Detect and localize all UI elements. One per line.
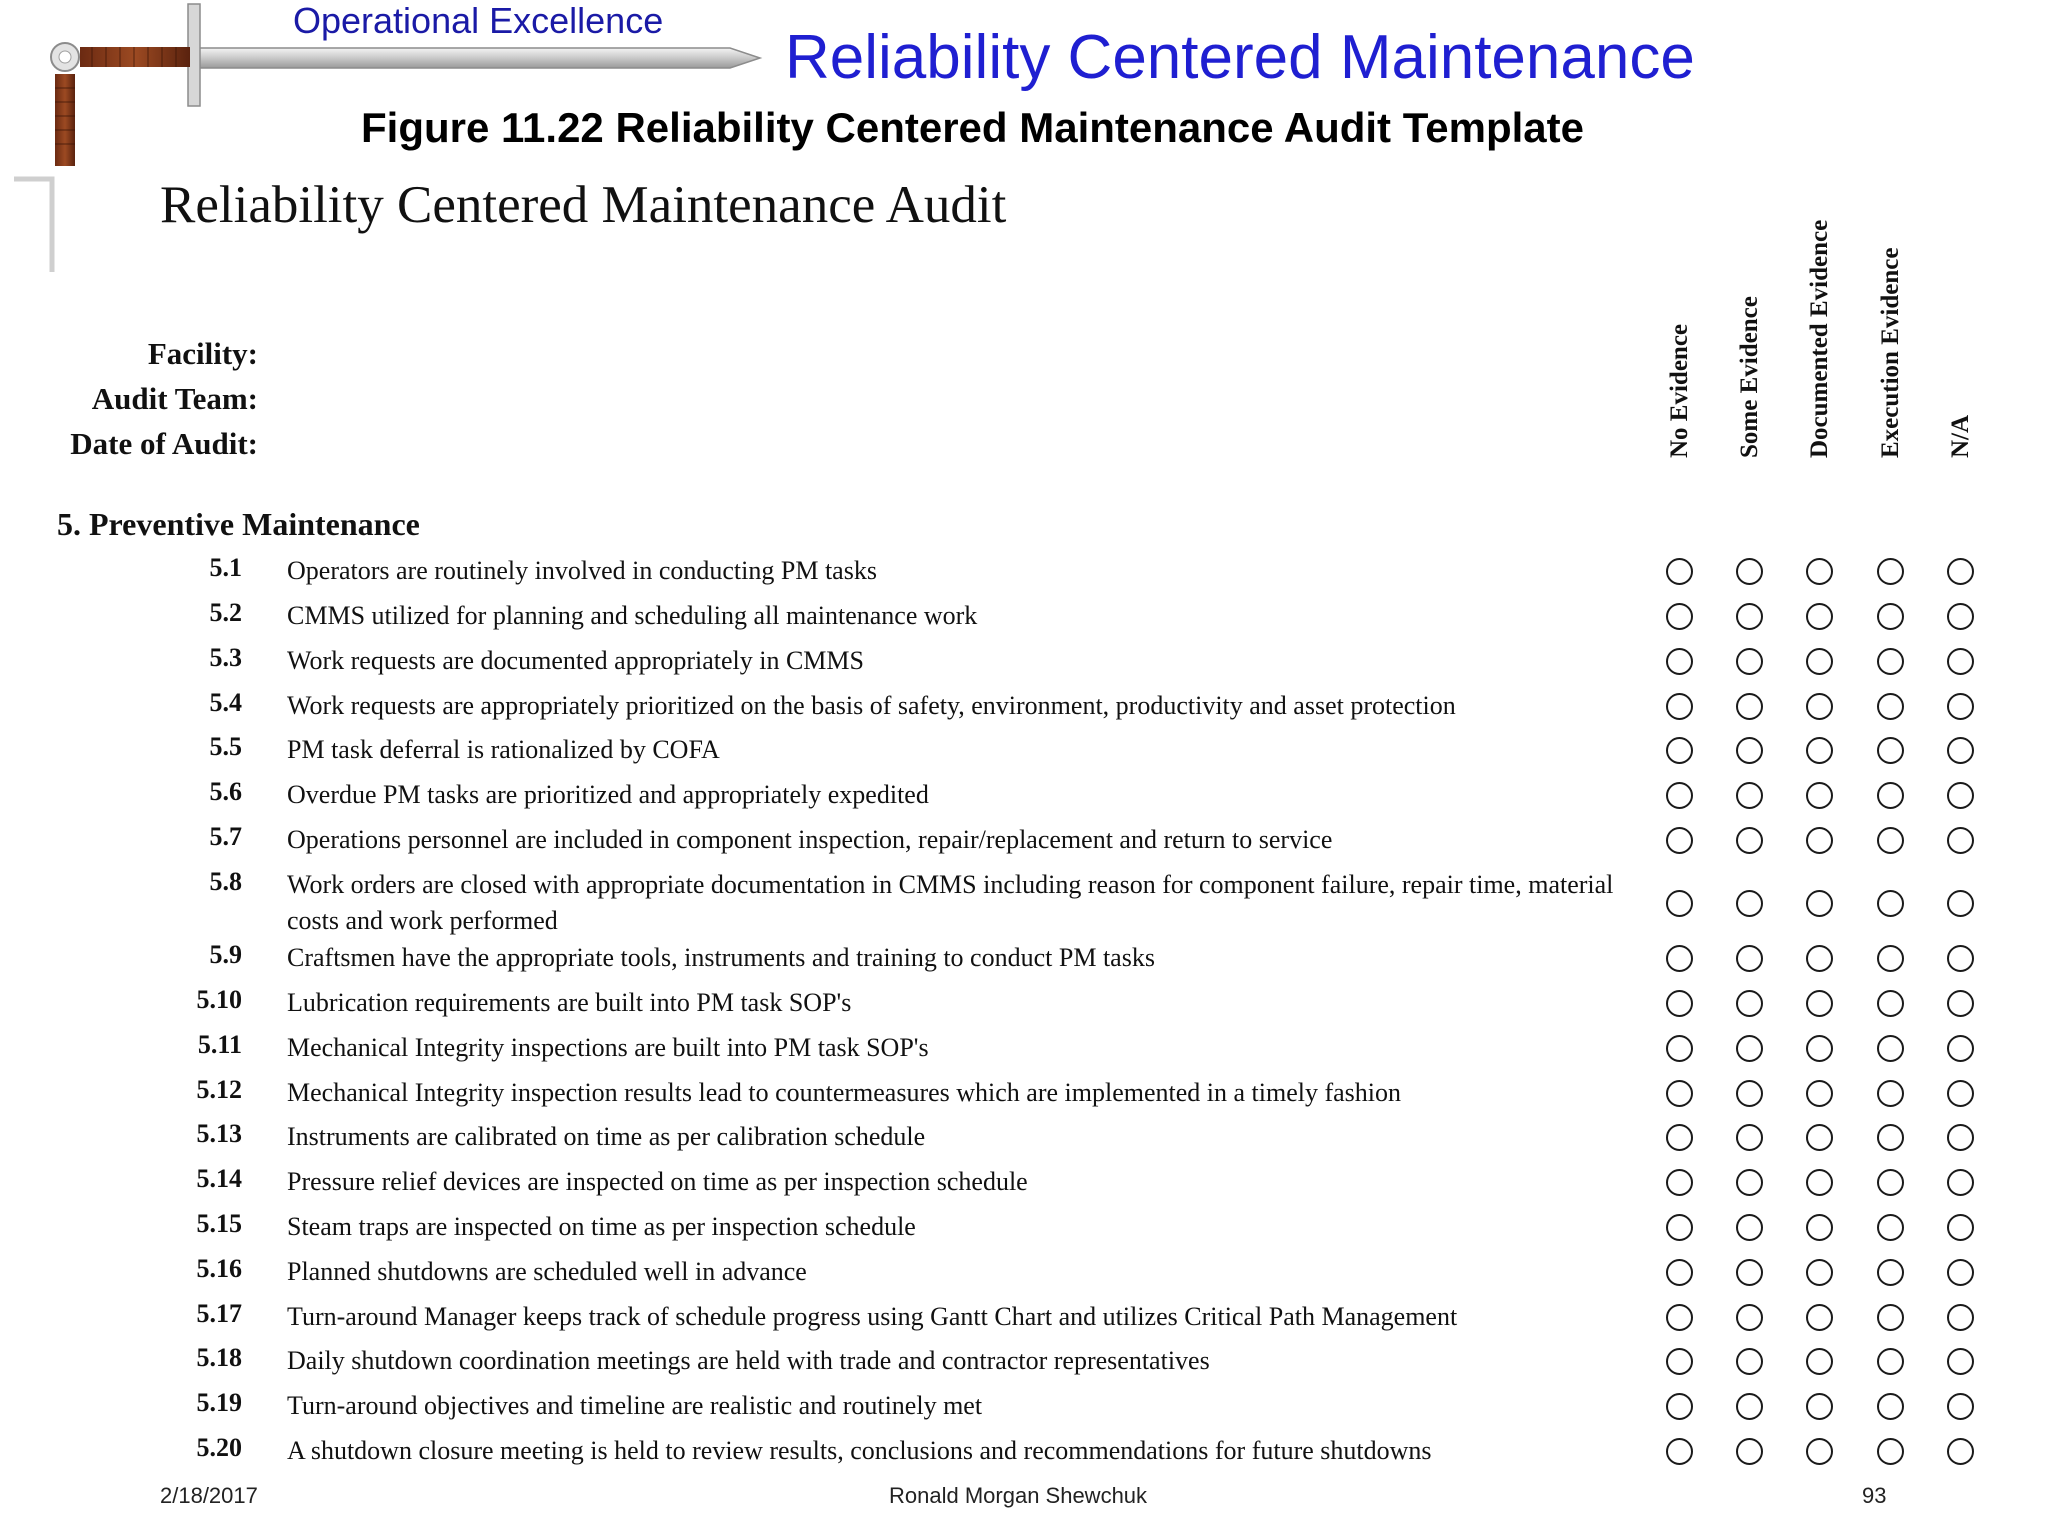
item-text: Instruments are calibrated on time as per calibration schedule	[287, 1122, 926, 1151]
table-row	[0, 1254, 2048, 1299]
radio-documented-evidence[interactable]	[1806, 1304, 1833, 1331]
radio-documented-evidence[interactable]	[1806, 648, 1833, 675]
radio-some-evidence[interactable]	[1736, 1214, 1763, 1241]
radio-na[interactable]	[1947, 990, 1974, 1017]
item-number: 5.3	[209, 643, 242, 672]
item-number: 5.17	[196, 1299, 242, 1328]
radio-na[interactable]	[1947, 603, 1974, 630]
item-number: 5.20	[196, 1433, 242, 1462]
radio-execution-evidence[interactable]	[1877, 890, 1904, 917]
footer-page-number: 93	[1862, 1483, 1887, 1508]
radio-documented-evidence[interactable]	[1806, 1393, 1833, 1420]
radio-documented-evidence[interactable]	[1806, 1348, 1833, 1375]
table-row	[0, 553, 2048, 598]
radio-execution-evidence[interactable]	[1877, 1348, 1904, 1375]
radio-execution-evidence[interactable]	[1877, 558, 1904, 585]
radio-execution-evidence[interactable]	[1877, 1438, 1904, 1465]
radio-execution-evidence[interactable]	[1877, 1169, 1904, 1196]
radio-documented-evidence[interactable]	[1806, 1169, 1833, 1196]
radio-no-evidence[interactable]	[1666, 1124, 1693, 1151]
item-text: Mechanical Integrity inspections are built into PM task SOP's	[287, 1033, 929, 1062]
item-number: 5.4	[209, 688, 242, 717]
radio-no-evidence[interactable]	[1666, 737, 1693, 764]
radio-no-evidence[interactable]	[1666, 1214, 1693, 1241]
item-text: Work requests are appropriately prioritized on the basis of safety, environment, productivity and asset protection	[287, 691, 1456, 720]
table-row	[0, 688, 2048, 733]
radio-documented-evidence[interactable]	[1806, 827, 1833, 854]
footer-author: Ronald Morgan Shewchuk	[889, 1483, 1148, 1508]
radio-documented-evidence[interactable]	[1806, 945, 1833, 972]
radio-some-evidence[interactable]	[1736, 1393, 1763, 1420]
table-row	[0, 777, 2048, 822]
radio-documented-evidence[interactable]	[1806, 693, 1833, 720]
radio-some-evidence[interactable]	[1736, 945, 1763, 972]
item-text: A shutdown closure meeting is held to review results, conclusions and recommendations for future shutdowns	[287, 1436, 1432, 1465]
radio-documented-evidence[interactable]	[1806, 1124, 1833, 1151]
radio-documented-evidence[interactable]	[1806, 890, 1833, 917]
radio-some-evidence[interactable]	[1736, 1348, 1763, 1375]
item-number: 5.19	[196, 1388, 242, 1417]
radio-no-evidence[interactable]	[1666, 1304, 1693, 1331]
radio-no-evidence[interactable]	[1666, 782, 1693, 809]
radio-execution-evidence[interactable]	[1877, 782, 1904, 809]
radio-some-evidence[interactable]	[1736, 1035, 1763, 1062]
table-row	[0, 985, 2048, 1030]
radio-na[interactable]	[1947, 1304, 1974, 1331]
table-row	[0, 643, 2048, 688]
item-text: Operators are routinely involved in conducting PM tasks	[287, 556, 877, 585]
radio-execution-evidence[interactable]	[1877, 1035, 1904, 1062]
radio-na[interactable]	[1947, 1080, 1974, 1107]
radio-execution-evidence[interactable]	[1877, 1304, 1904, 1331]
radio-some-evidence[interactable]	[1736, 827, 1763, 854]
table-row	[0, 1433, 2048, 1478]
table-row	[0, 1119, 2048, 1164]
item-number: 5.6	[209, 777, 242, 806]
radio-na[interactable]	[1947, 648, 1974, 675]
item-number: 5.5	[209, 732, 242, 761]
radio-na[interactable]	[1947, 890, 1974, 917]
item-text: Overdue PM tasks are prioritized and appropriately expedited	[287, 780, 929, 809]
table-row	[0, 822, 2048, 867]
radio-execution-evidence[interactable]	[1877, 1080, 1904, 1107]
item-text: Turn-around Manager keeps track of schedule progress using Gantt Chart and utilizes Critical Path Management	[287, 1302, 1458, 1331]
item-number: 5.1	[209, 553, 242, 582]
item-number: 5.15	[196, 1209, 242, 1238]
date-of-audit-label: Date of Audit:	[70, 426, 258, 461]
item-text: Turn-around objectives and timeline are realistic and routinely met	[287, 1391, 983, 1420]
radio-some-evidence[interactable]	[1736, 990, 1763, 1017]
radio-execution-evidence[interactable]	[1877, 1259, 1904, 1286]
radio-documented-evidence[interactable]	[1806, 782, 1833, 809]
radio-documented-evidence[interactable]	[1806, 558, 1833, 585]
audit-team-label: Audit Team:	[91, 381, 258, 416]
radio-documented-evidence[interactable]	[1806, 603, 1833, 630]
brand-label: Operational Excellence	[293, 0, 664, 41]
table-row	[0, 598, 2048, 643]
item-number: 5.7	[209, 822, 242, 851]
item-number: 5.12	[196, 1075, 242, 1104]
col-some-evidence: Some Evidence	[1736, 296, 1763, 458]
slide-title: Reliability Centered Maintenance	[785, 23, 1695, 92]
col-execution-evidence: Execution Evidence	[1877, 247, 1904, 458]
radio-na[interactable]	[1947, 945, 1974, 972]
radio-some-evidence[interactable]	[1736, 1080, 1763, 1107]
radio-na[interactable]	[1947, 827, 1974, 854]
radio-execution-evidence[interactable]	[1877, 1393, 1904, 1420]
radio-na[interactable]	[1947, 1124, 1974, 1151]
item-number: 5.8	[209, 867, 242, 896]
radio-no-evidence[interactable]	[1666, 1035, 1693, 1062]
radio-some-evidence[interactable]	[1736, 1438, 1763, 1465]
table-row	[0, 1343, 2048, 1388]
radio-na[interactable]	[1947, 1214, 1974, 1241]
item-number: 5.18	[196, 1343, 242, 1372]
item-number: 5.9	[209, 940, 242, 969]
item-number: 5.10	[196, 985, 242, 1014]
radio-execution-evidence[interactable]	[1877, 990, 1904, 1017]
radio-no-evidence[interactable]	[1666, 1393, 1693, 1420]
footer-date: 2/18/2017	[160, 1483, 258, 1508]
radio-execution-evidence[interactable]	[1877, 945, 1904, 972]
item-text: Pressure relief devices are inspected on time as per inspection schedule	[287, 1167, 1028, 1196]
radio-execution-evidence[interactable]	[1877, 737, 1904, 764]
table-row	[0, 1209, 2048, 1254]
item-text: Mechanical Integrity inspection results lead to countermeasures which are implemented in a timely fashion	[287, 1078, 1402, 1107]
audit-title: Reliability Centered Maintenance Audit	[160, 176, 1007, 234]
radio-no-evidence[interactable]	[1666, 1169, 1693, 1196]
radio-no-evidence[interactable]	[1666, 945, 1693, 972]
radio-some-evidence[interactable]	[1736, 737, 1763, 764]
radio-some-evidence[interactable]	[1736, 782, 1763, 809]
section-title: 5. Preventive Maintenance	[57, 506, 420, 542]
item-text: Steam traps are inspected on time as per inspection schedule	[287, 1212, 916, 1241]
radio-some-evidence[interactable]	[1736, 1259, 1763, 1286]
radio-execution-evidence[interactable]	[1877, 648, 1904, 675]
item-number: 5.14	[196, 1164, 242, 1193]
table-row	[0, 732, 2048, 777]
radio-some-evidence[interactable]	[1736, 890, 1763, 917]
item-number: 5.13	[196, 1119, 242, 1148]
item-text: Daily shutdown coordination meetings are held with trade and contractor representatives	[287, 1346, 1210, 1375]
radio-documented-evidence[interactable]	[1806, 1438, 1833, 1465]
radio-no-evidence[interactable]	[1666, 603, 1693, 630]
radio-documented-evidence[interactable]	[1806, 1080, 1833, 1107]
item-text: Craftsmen have the appropriate tools, instruments and training to conduct PM tasks	[287, 943, 1155, 972]
radio-some-evidence[interactable]	[1736, 1124, 1763, 1151]
table-row	[0, 1030, 2048, 1075]
col-no-evidence: No Evidence	[1666, 323, 1693, 458]
radio-no-evidence[interactable]	[1666, 558, 1693, 585]
radio-no-evidence[interactable]	[1666, 1438, 1693, 1465]
radio-some-evidence[interactable]	[1736, 1169, 1763, 1196]
radio-some-evidence[interactable]	[1736, 648, 1763, 675]
figure-title: Figure 11.22 Reliability Centered Maintenance Audit Template	[361, 104, 1584, 151]
item-text: Lubrication requirements are built into PM task SOP's	[287, 988, 852, 1017]
table-row	[0, 1388, 2048, 1433]
radio-execution-evidence[interactable]	[1877, 693, 1904, 720]
radio-some-evidence[interactable]	[1736, 693, 1763, 720]
radio-no-evidence[interactable]	[1666, 1259, 1693, 1286]
table-row	[0, 1075, 2048, 1120]
radio-no-evidence[interactable]	[1666, 1348, 1693, 1375]
radio-documented-evidence[interactable]	[1806, 1214, 1833, 1241]
table-row	[0, 940, 2048, 985]
radio-some-evidence[interactable]	[1736, 603, 1763, 630]
radio-na[interactable]	[1947, 1169, 1974, 1196]
radio-execution-evidence[interactable]	[1877, 1214, 1904, 1241]
facility-label: Facility:	[147, 336, 258, 371]
table-row	[0, 1164, 2048, 1209]
radio-no-evidence[interactable]	[1666, 648, 1693, 675]
item-text: Work requests are documented appropriately in CMMS	[287, 646, 864, 675]
radio-execution-evidence[interactable]	[1877, 603, 1904, 630]
radio-documented-evidence[interactable]	[1806, 990, 1833, 1017]
radio-no-evidence[interactable]	[1666, 990, 1693, 1017]
table-row	[0, 867, 2048, 939]
radio-na[interactable]	[1947, 737, 1974, 764]
item-number: 5.11	[197, 1030, 242, 1059]
radio-no-evidence[interactable]	[1666, 890, 1693, 917]
table-row	[0, 1299, 2048, 1344]
col-documented-evidence: Documented Evidence	[1806, 219, 1833, 458]
radio-documented-evidence[interactable]	[1806, 1259, 1833, 1286]
item-text: CMMS utilized for planning and scheduling all maintenance work	[287, 601, 978, 630]
item-number: 5.16	[196, 1254, 242, 1283]
radio-no-evidence[interactable]	[1666, 1080, 1693, 1107]
radio-execution-evidence[interactable]	[1877, 1124, 1904, 1151]
item-text: Operations personnel are included in component inspection, repair/replacement and return to service	[287, 825, 1333, 854]
radio-na[interactable]	[1947, 693, 1974, 720]
radio-some-evidence[interactable]	[1736, 1304, 1763, 1331]
radio-na[interactable]	[1947, 1438, 1974, 1465]
radio-na[interactable]	[1947, 1035, 1974, 1062]
radio-execution-evidence[interactable]	[1877, 827, 1904, 854]
item-text: Work orders are closed with appropriate documentation in CMMS including reason for component failure, repair time, material costs and work performed	[287, 870, 1614, 935]
radio-some-evidence[interactable]	[1736, 558, 1763, 585]
col-na: N/A	[1947, 414, 1974, 458]
radio-no-evidence[interactable]	[1666, 827, 1693, 854]
radio-na[interactable]	[1947, 558, 1974, 585]
radio-na[interactable]	[1947, 1393, 1974, 1420]
item-number: 5.2	[209, 598, 242, 627]
radio-no-evidence[interactable]	[1666, 693, 1693, 720]
item-text: PM task deferral is rationalized by COFA	[287, 735, 720, 764]
radio-na[interactable]	[1947, 1348, 1974, 1375]
radio-na[interactable]	[1947, 782, 1974, 809]
item-text: Planned shutdowns are scheduled well in advance	[287, 1257, 807, 1286]
radio-na[interactable]	[1947, 1259, 1974, 1286]
radio-documented-evidence[interactable]	[1806, 1035, 1833, 1062]
radio-documented-evidence[interactable]	[1806, 737, 1833, 764]
